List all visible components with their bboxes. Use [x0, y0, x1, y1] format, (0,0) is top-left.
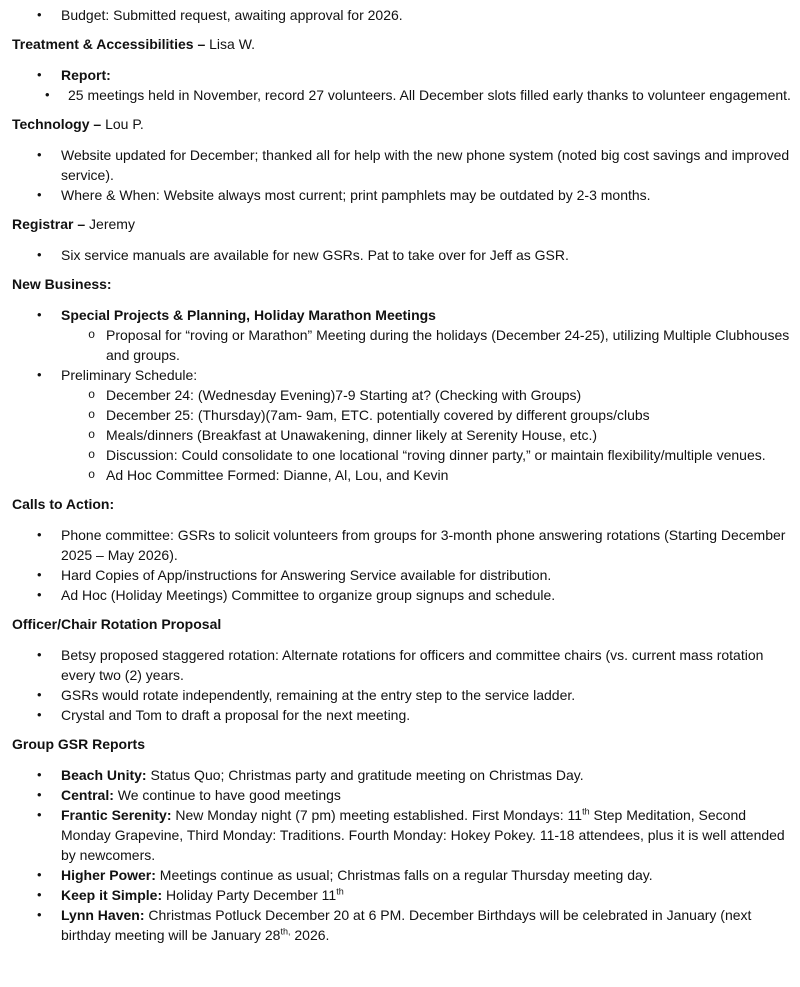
text-run: New Business: [12, 276, 112, 292]
text-run: Crystal and Tom to draft a proposal for the next meeting. [61, 707, 411, 723]
text-run: Beach Unity: [61, 767, 151, 783]
text-run: New Monday night (7 pm) meeting established. First Mondays: 11 [175, 807, 583, 823]
text-run: We continue to have good meetings [117, 787, 341, 803]
disc-bullet-icon: • [37, 67, 42, 82]
text-run: Ad Hoc (Holiday Meetings) Committee to organize group signups and schedule. [61, 587, 556, 603]
section-heading [12, 114, 794, 134]
bullet-item [12, 645, 794, 685]
text-run: th [336, 886, 344, 897]
sub-bullet-item [12, 385, 794, 405]
disc-bullet-icon: • [37, 807, 42, 822]
bullet-item [12, 5, 794, 25]
disc-bullet-icon: • [37, 687, 42, 702]
disc-bullet-icon: • [37, 307, 42, 322]
disc-bullet-icon: • [37, 7, 42, 22]
sub-bullet-item [12, 425, 794, 445]
circle-bullet-icon: o [88, 428, 96, 442]
sub-bullet-item [12, 325, 794, 365]
text-run: Step Meditation, Second Monday Grapevine, Third Monday: Traditions. Fourth Monday: Hokey Pokey. 11-18 attendees, plus it is well attended by newcomers. [61, 807, 785, 863]
disc-bullet-icon: • [37, 367, 42, 382]
section-heading [12, 34, 794, 54]
text-run: Lisa W. [209, 36, 256, 52]
text-run: Six service manuals are available for new GSRs. Pat to take over for Jeff as GSR. [61, 247, 569, 263]
text-run: Lynn Haven: [61, 907, 149, 923]
disc-bullet-icon: • [37, 787, 42, 802]
circle-bullet-icon: o [88, 408, 96, 422]
text-run: Technology – [12, 116, 106, 132]
text-run: Phone committee: GSRs to solicit volunteers from groups for 3-month phone answering rotations (Starting December 2025 – May 2026). [61, 527, 786, 563]
text-run: 2026. [290, 927, 330, 943]
sub-bullet-item [12, 405, 794, 425]
disc-bullet-icon: • [37, 247, 42, 262]
text-run: Central: [61, 787, 118, 803]
bullet-item [12, 365, 794, 385]
circle-bullet-icon: o [88, 468, 96, 482]
bullet-item [12, 525, 794, 565]
disc-bullet-icon: • [37, 767, 42, 782]
disc-bullet-icon: • [37, 867, 42, 882]
text-run: Lou P. [105, 116, 144, 132]
circle-bullet-icon: o [88, 448, 96, 462]
text-run: 25 meetings held in November, record 27 volunteers. All December slots filled early thanks to volunteer engagement. [68, 87, 791, 103]
text-run: th [582, 806, 590, 817]
text-run: GSRs would rotate independently, remaining at the entry step to the service ladder. [61, 687, 576, 703]
text-run: Jeremy [89, 216, 135, 232]
bullet-item [12, 65, 794, 85]
section-heading [12, 614, 794, 634]
text-run: Website updated for December; thanked all for help with the new phone system (noted big cost savings and improved service). [61, 147, 790, 183]
bullet-item [12, 885, 794, 905]
bullet-item [12, 865, 794, 885]
disc-bullet-icon: • [37, 147, 42, 162]
disc-bullet-icon: • [37, 887, 42, 902]
text-run: Group GSR Reports [12, 736, 146, 752]
disc-bullet-icon: • [37, 587, 42, 602]
disc-bullet-icon: • [45, 87, 50, 102]
text-run: Calls to Action: [12, 496, 115, 512]
text-run: th, [280, 926, 291, 937]
bullet-item [12, 765, 794, 785]
section-heading [12, 494, 794, 514]
bullet-item [12, 145, 794, 185]
text-run: Where & When: Website always most current; print pamphlets may be outdated by 2-3 months. [61, 187, 651, 203]
disc-bullet-icon: • [37, 187, 42, 202]
disc-bullet-icon: • [37, 707, 42, 722]
text-run: Registrar – [12, 216, 90, 232]
bullet-item [12, 685, 794, 705]
text-run: Status Quo; Christmas party and gratitude meeting on Christmas Day. [150, 767, 584, 783]
text-run: Holiday Party December 11 [166, 887, 337, 903]
bullet-item [12, 785, 794, 805]
text-run: December 25: (Thursday)(7am- 9am, ETC. potentially covered by different groups/clubs [106, 407, 650, 423]
text-run: Special Projects & Planning, Holiday Marathon Meetings [61, 307, 436, 323]
text-run: Ad Hoc Committee Formed: Dianne, Al, Lou, and Kevin [106, 467, 449, 483]
text-run: Treatment & Accessibilities – [12, 36, 210, 52]
bullet-item [12, 705, 794, 725]
bullet-item [12, 805, 794, 865]
text-run: Officer/Chair Rotation Proposal [12, 616, 222, 632]
text-run: Frantic Serenity: [61, 807, 176, 823]
section-heading [12, 214, 794, 234]
bullet-item [12, 245, 794, 265]
section-heading [12, 734, 794, 754]
bullet-item [12, 905, 794, 945]
bullet-item [12, 565, 794, 585]
text-run: December 24: (Wednesday Evening)7-9 Starting at? (Checking with Groups) [106, 387, 582, 403]
text-run: Christmas Potluck December 20 at 6 PM. December Birthdays will be celebrated in January (next birthday meeting will be January 28 [61, 907, 752, 943]
text-run: Report: [61, 67, 111, 83]
text-run: Meals/dinners (Breakfast at Unawakening, dinner likely at Serenity House, etc.) [106, 427, 598, 443]
text-run: Proposal for “roving or Marathon” Meeting during the holidays (December 24-25), utilizing Multiple Clubhouses and groups. [106, 327, 790, 363]
bullet-item [12, 85, 794, 105]
circle-bullet-icon: o [88, 328, 96, 342]
sub-bullet-item [12, 465, 794, 485]
text-run: Higher Power: [61, 867, 160, 883]
disc-bullet-icon: • [37, 527, 42, 542]
text-run: Discussion: Could consolidate to one locational “roving dinner party,” or maintain flexibility/multiple venues. [106, 447, 766, 463]
text-run: Betsy proposed staggered rotation: Alternate rotations for officers and committee chairs (vs. current mass rotation every two (2) years. [61, 647, 764, 683]
text-run: Preliminary Schedule: [61, 367, 198, 383]
bullet-item [12, 305, 794, 325]
sub-bullet-item [12, 445, 794, 465]
section-heading [12, 274, 794, 294]
bullet-item [12, 185, 794, 205]
disc-bullet-icon: • [37, 907, 42, 922]
text-run: Budget: Submitted request, awaiting approval for 2026. [61, 7, 403, 23]
bullet-item [12, 585, 794, 605]
disc-bullet-icon: • [37, 647, 42, 662]
circle-bullet-icon: o [88, 388, 96, 402]
text-run: Hard Copies of App/instructions for Answering Service available for distribution. [61, 567, 552, 583]
text-run: Keep it Simple: [61, 887, 167, 903]
text-run: Meetings continue as usual; Christmas falls on a regular Thursday meeting day. [159, 867, 653, 883]
disc-bullet-icon: • [37, 567, 42, 582]
